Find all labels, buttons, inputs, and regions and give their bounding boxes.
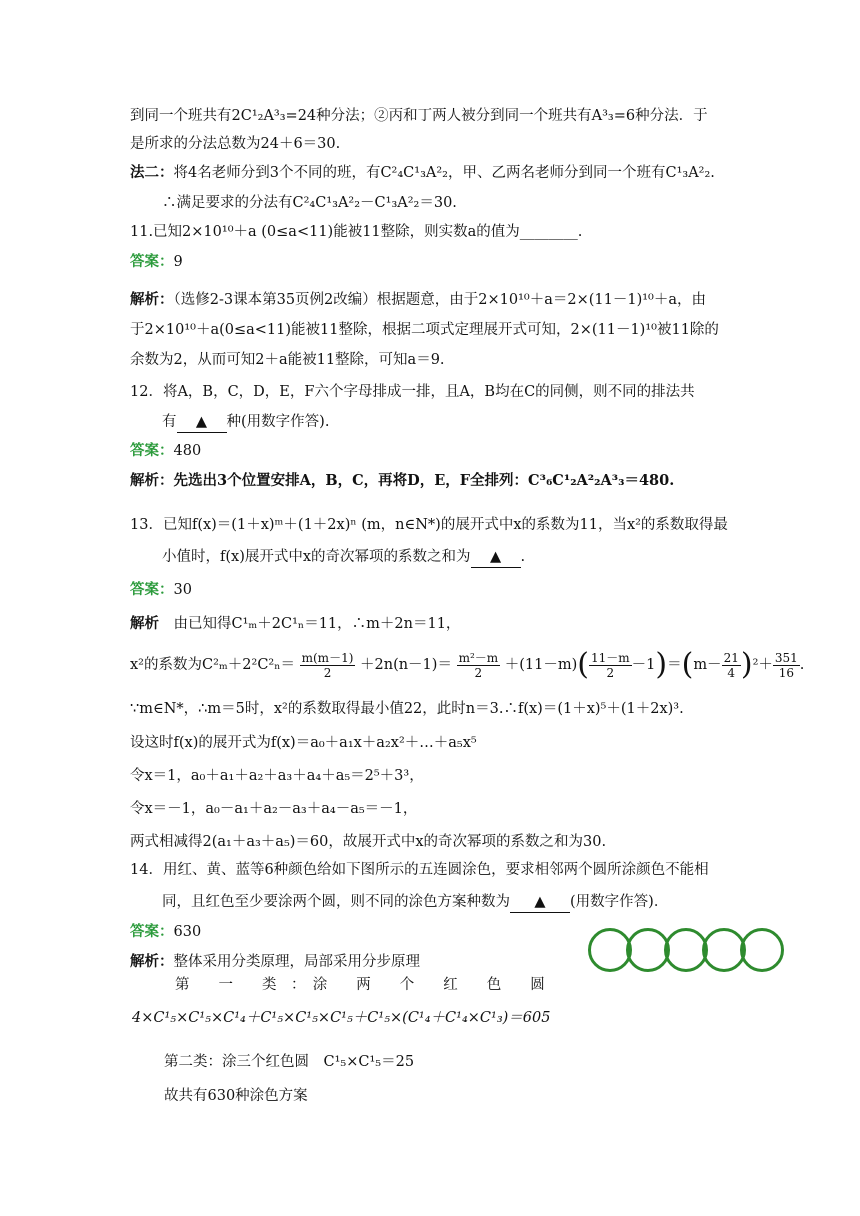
explanation-label: 解析：: [130, 953, 174, 970]
method-two-text: 将4名老师分到3个不同的班，有C²₄C¹₃A²₂，甲、乙两名老师分到同一个班有C¹₃A²₂.: [173, 165, 715, 181]
text-line: 第二类：涂三个红色圆 C¹₅×C¹₅＝25: [164, 1054, 415, 1070]
text: x²的系数为C²ₘ＋2²C²ₙ＝: [130, 657, 296, 673]
numerator: 11－m: [590, 650, 630, 665]
answer-value: 30: [173, 582, 192, 598]
text: ²＋: [752, 657, 773, 673]
text: 有: [162, 414, 177, 430]
question-14: 14．用红、黄、蓝等6种颜色给如下图所示的五连圆涂色，要求相邻两个圆所涂颜色不能相: [130, 862, 709, 878]
denominator: 2: [323, 665, 332, 680]
text: 小值时，f(x)展开式中x的奇次幂项的系数之和为: [162, 549, 471, 565]
method-two: [130, 163, 715, 183]
answer-label: 答案：: [130, 442, 174, 459]
text: ＋2n(n－1)＝: [360, 657, 452, 673]
blank: [471, 547, 521, 568]
question-13: 13．已知f(x)＝(1＋x)ᵐ＋(1＋2x)ⁿ (m，n∈N*)的展开式中x的系数为11，当x²的系数取得最: [130, 517, 728, 533]
triangle-icon: ▲: [195, 414, 208, 430]
text-line: 余数为2，从而可知2＋a能被11整除，可知a＝9.: [130, 352, 445, 368]
five-circles-figure: [588, 928, 776, 974]
answer-label: 答案：: [130, 581, 174, 598]
fraction: [300, 651, 356, 680]
explanation-13: [130, 614, 460, 634]
fraction: [773, 651, 800, 680]
text-line: 是所求的分法总数为24＋6＝30.: [130, 136, 341, 152]
answer-label: 答案：: [130, 253, 174, 270]
text: (用数字作答)．: [570, 894, 669, 910]
numerator: 21: [723, 650, 739, 665]
explanation-14: [130, 952, 420, 972]
fraction: [722, 651, 741, 680]
explanation-label: 解析: [130, 615, 159, 632]
question-11: 11.已知2×10¹⁰＋a (0≤a<11)能被11整除，则实数a的值为________.: [130, 224, 583, 240]
question-14-line2: [162, 892, 668, 913]
text-line: 令x＝1，a₀＋a₁＋a₂＋a₃＋a₄＋a₅＝2⁵＋3³，: [130, 768, 424, 784]
explanation-text: 由已知得C¹ₘ＋2C¹ₙ＝11，∴m＋2n＝11，: [173, 616, 461, 632]
explanation-text: 先选出3个位置安排A，B，C，再将D，E，F全排列：C³₆C¹₂A²₂A³₃＝480.: [173, 472, 675, 489]
text: 种(用数字作答).: [226, 414, 330, 430]
answer-value: 630: [173, 924, 202, 940]
fraction: [589, 651, 632, 680]
explanation-text: 整体采用分类原理，局部采用分步原理: [173, 954, 420, 970]
text: .: [799, 657, 805, 673]
denominator: 4: [727, 665, 736, 680]
answer-11: [130, 252, 183, 272]
denominator: 16: [778, 665, 794, 680]
answer-14: [130, 922, 201, 942]
text: .: [520, 549, 526, 565]
right-bracket: ): [740, 647, 753, 682]
left-bracket: (: [577, 647, 589, 682]
fraction: [457, 651, 501, 680]
text-line: 两式相减得2(a₁＋a₃＋a₅)＝60，故展开式中x的奇次幂项的系数之和为30.: [130, 834, 607, 850]
text-line: ∴满足要求的分法有C²₄C¹₃A²₂－C¹₃A²₂＝30.: [162, 195, 457, 211]
circle-icon: [740, 928, 784, 972]
text-line: 设这时f(x)的展开式为f(x)＝a₀＋a₁x＋a₂x²＋…＋a₅x⁵: [130, 735, 477, 751]
text-line: 到同一个班共有2C¹₂A³₃=24种分法；②丙和丁两人被分到同一个班共有A³₃=6种分法．于: [130, 108, 708, 124]
question-12: 12．将A，B，C，D，E，F六个字母排成一排，且A，B均在C的同侧，则不同的排法共: [130, 384, 695, 400]
triangle-icon: ▲: [534, 894, 546, 910]
denominator: 2: [606, 665, 615, 680]
left-bracket: (: [681, 647, 694, 682]
blank: [510, 892, 570, 913]
text: m－: [693, 657, 722, 673]
text-line: 于2×10¹⁰＋a(0≤a<11)能被11整除，根据二项式定理展开式可知，2×(11－1)¹⁰被11除的: [130, 322, 719, 338]
explanation-11: [130, 290, 706, 310]
blank: [177, 412, 227, 433]
text: ＋(11－m): [504, 657, 578, 673]
explanation-label: 解析：: [130, 472, 174, 489]
right-bracket: ): [655, 647, 668, 682]
text-line: 令x＝－1，a₀－a₁＋a₂－a₃＋a₄－a₅＝－1，: [130, 801, 418, 817]
text: －1: [631, 657, 656, 673]
answer-value: 9: [173, 254, 183, 270]
text-line: 故共有630种涂色方案: [164, 1088, 308, 1104]
text: 同，且红色至少要涂两个圆，则不同的涂色方案种数为: [162, 894, 510, 910]
triangle-icon: ▲: [489, 549, 502, 565]
coefficient-formula: [130, 648, 804, 682]
answer-13: [130, 580, 192, 600]
explanation-12: [130, 471, 674, 491]
text-line: ∵m∈N*，∴m＝5时，x²的系数取得最小值22，此时n＝3.∴f(x)＝(1＋x)⁵＋(1＋2x)³.: [130, 701, 684, 717]
explanation-label: 解析：: [130, 291, 174, 308]
question-12-line2: [162, 412, 329, 433]
text: ＝: [667, 657, 682, 673]
method-two-label: 法二：: [130, 164, 174, 181]
answer-label: 答案：: [130, 923, 174, 940]
numerator: m²－m: [458, 650, 499, 665]
explanation-text: （选修2-3课本第35页例2改编）根据题意，由于2×10¹⁰＋a＝2×(11－1)¹⁰＋a，由: [173, 292, 707, 308]
answer-12: [130, 441, 201, 461]
numerator: 351: [774, 650, 798, 665]
question-13-line2: [162, 547, 525, 568]
answer-value: 480: [173, 443, 202, 459]
numerator: m(m－1): [301, 650, 354, 665]
denominator: 2: [474, 665, 483, 680]
formula-line: 4×C¹₅×C¹₅×C¹₄＋C¹₅×C¹₅×C¹₅＋C¹₅×(C¹₄＋C¹₄×C¹₃)＝605: [132, 1010, 551, 1026]
text-line: 第 一 类 ： 涂 两 个 红 色 圆: [175, 977, 545, 993]
